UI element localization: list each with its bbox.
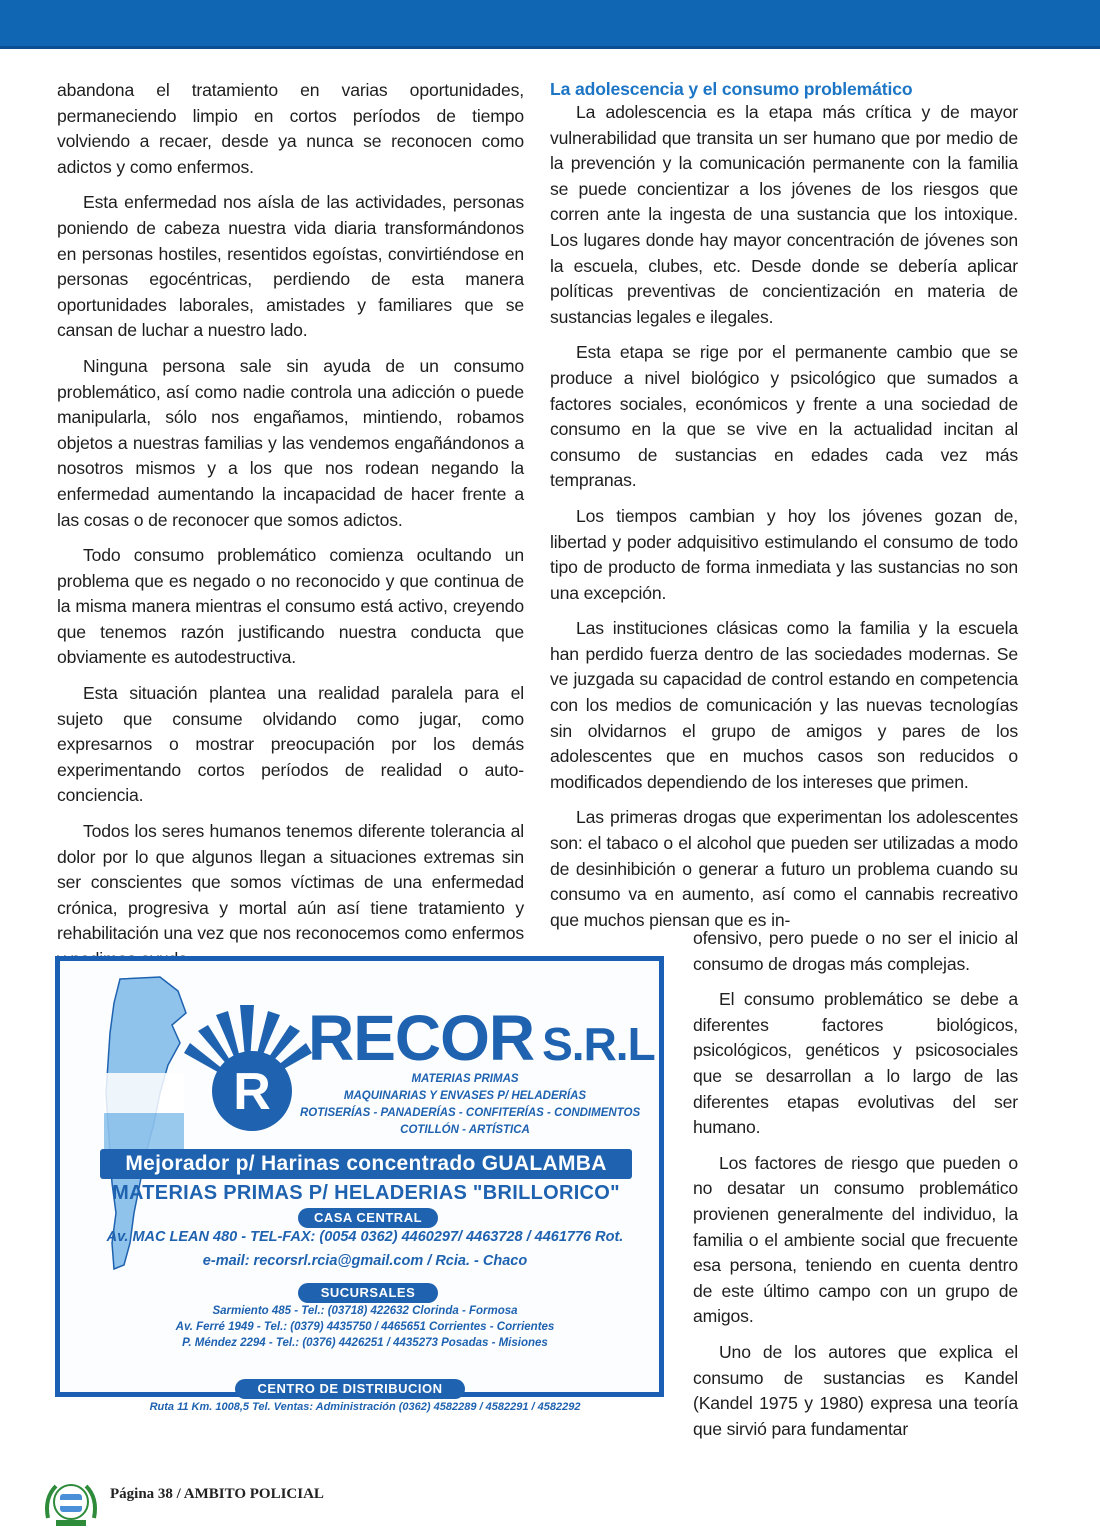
product-line: COTILLÓN - ARTÍSTICA <box>400 1124 530 1136</box>
product-line: MATERIAS PRIMAS <box>411 1073 519 1085</box>
paragraph: Las instituciones clásicas como la familia y la escuela han perdido fuerza dentro de las sociedades modernas. Se ve juzgada su capacidad de control estando en competencia con los medios de comunicación y las nuevas tecnologías sin olvidarnos el grupo de amigos y pares de los adolescentes que en muchos casos son reducidos o modificados dependiendo de los intereses que primen. <box>550 618 1018 792</box>
left-text-column <box>57 78 524 983</box>
police-seal-icon <box>42 1478 100 1530</box>
paragraph: Todos los seres humanos tenemos diferente tolerancia al dolor por lo que algunos llegan a situaciones extremas sin ser conscientes que somos víctimas de una enfermedad crónica, progresiva y mortal aún así tiene tratamiento y rehabilitación una vez que nos reconocemos como enfermos <box>57 821 524 944</box>
paragraph: Todo consumo problemático comienza ocultando un problema que es negado o no reconocido y que continua de la misma manera mientras el consumo está activo, creyendo que tenemos razón justificando nuestra conducta que obviamente es autodestructiva. <box>57 545 524 668</box>
branch-line: Sarmiento 485 - Tel.: (03718) 422632 Clorinda - Formosa <box>212 1305 518 1317</box>
sucursales-label: SUCURSALES <box>298 1283 438 1303</box>
product-line: MAQUINARIAS Y ENVASES P/ HELADERÍAS <box>343 1090 587 1102</box>
page-footer: Página 38 / AMBITO POLICIAL <box>110 1486 324 1502</box>
branch-line: Av. Ferré 1949 - Tel.: (0379) 4435750 / 4465651 Corrientes - Corrientes <box>175 1321 555 1333</box>
route-line: Ruta 11 Km. 1008,5 Tel. Ventas: Administración (0362) 4582289 / 4582291 / 4582292 <box>149 1401 581 1413</box>
paragraph: Uno de los autores que explica el consumo de sustancias es Kandel (Kandel 1975 y 1980) expresa una teoría que sirvió para fundamentar <box>693 1341 1018 1439</box>
address-line: Av. MAC LEAN 480 - TEL-FAX: (0054 0362) 4460297/ 4463728 / 4461776 Rot. <box>106 1229 624 1245</box>
paragraph: Las primeras drogas que experimentan los adolescentes son: el tabaco o el alcohol que pueden ser utilizadas a modo de desinhibición o generar a futuro un problema cuando su consumo va en aumento, así como el cannabis recreativo que muchos piensan que es in- <box>550 807 1018 930</box>
recor-advertisement <box>55 956 664 1413</box>
promo-strip: Mejorador p/ Harinas concentrado GUALAMBA <box>100 1149 632 1179</box>
brand-suffix: S.R.L <box>542 1018 655 1070</box>
right-text-column <box>550 78 1018 933</box>
brand-title: RECOR <box>308 1002 535 1074</box>
distribution-label: CENTRO DE DISTRIBUCION <box>235 1379 465 1399</box>
recor-logo-icon <box>210 1049 294 1133</box>
paragraph: Esta enfermedad nos aísla de las actividades, personas poniendo de cabeza nuestra vida diaria transformándonos en personas hostiles, resentidos egoístas, convirtiéndose en personas egocéntricas, perdiendo de esta manera oportunidades laborales, amistades y familiares que se cansan de luchar a nuestro lado. <box>57 192 524 341</box>
right-narrow-text-column <box>693 926 1018 1452</box>
section-heading: La adolescencia y el consumo problemático <box>550 79 913 99</box>
product-list <box>300 1071 641 1139</box>
paragraph: El consumo problemático se debe a diferentes factores biológicos, psicológicos, genéticos y psicosociales que se desarrollan a lo largo de las diferentes etapas evolutivas del ser humano. <box>693 989 1018 1138</box>
logo-letter: R <box>233 1063 271 1121</box>
email-line: e-mail: recorsrl.rcia@gmail.com / Rcia. - Chaco <box>202 1253 528 1269</box>
header-bar <box>0 0 1100 49</box>
paragraph: abandona el tratamiento en varias oportunidades, permaneciendo limpio en cortos períodos de tiempo volviendo a recaer, desde ya nunca se reconocen como adictos y como enfermos. <box>57 80 524 177</box>
branch-line: P. Méndez 2294 - Tel.: (0376) 4426251 / 4435273 Posadas - Misiones <box>182 1337 548 1349</box>
paragraph: Esta etapa se rige por el permanente cambio que se produce a nivel biológico y psicológico que sumados a factores sociales, económicos y frente a una sociedad de consumo en la que se vive en la actualidad incitan al consumo de sustancias en edades cada vez más tempranas. <box>550 342 1018 491</box>
brand-name <box>308 1003 655 1079</box>
paragraph: Esta situación plantea una realidad paralela para el sujeto que consume olvidando como jugar, como expresarnos o mostrar preocupación por los demás experimentando cortos períodos de realidad o auto-conciencia. <box>57 683 524 806</box>
paragraph: Los factores de riesgo que pueden o no desatar un consumo problemático provienen generalmente del individuo, la familia o el ambiente social que frecuente esa persona, teniendo en cuenta dentro de este último campo con un grupo de amigos. <box>693 1152 1018 1327</box>
paragraph: La adolescencia es la etapa más crítica y de mayor vulnerabilidad que transita un ser humano que por medio de la prevención y la comunicación permanente con la familia se puede concientizar a los jóvenes de los riesgos que corren ante la ingesta de una sustancia que los intoxique. Los lugares donde hay mayor concentración de jóvenes son la escuela, clubes, etc. Desde donde se debería aplicar políticas preventivas de concientización en materia de sustancias legales e ilegales. <box>550 102 1018 327</box>
paragraph: ofensivo, pero puede o no ser el inicio al consumo de drogas más complejas. <box>693 928 1018 974</box>
paragraph: Los tiempos cambian y hoy los jóvenes gozan de, libertad y poder adquisitivo estimulando el consumo de todo tipo de producto de forma inmediata y las sustancias no son una excepción. <box>550 505 1018 603</box>
paragraph: Ninguna persona sale sin ayuda de un consumo problemático, así como nadie controla una adicción o puede manipularla, sólo nos engañamos, mintiendo, robamos objetos a nuestras familias y las vendemos engañándonos a nosotros mismos y a los que nos rodean negando la enfermedad aumentando la incapacidad de hacer frente a las cosas o de reconocer que somos adictos. <box>57 355 524 530</box>
product-line: ROTISERÍAS - PANADERÍAS - CONFITERÍAS - CONDIMENTOS <box>300 1107 641 1119</box>
promo-subtitle: MATERIAS PRIMAS P/ HELADERIAS "BRILLORICO" <box>112 1182 620 1204</box>
casa-central-label: CASA CENTRAL <box>298 1208 438 1228</box>
